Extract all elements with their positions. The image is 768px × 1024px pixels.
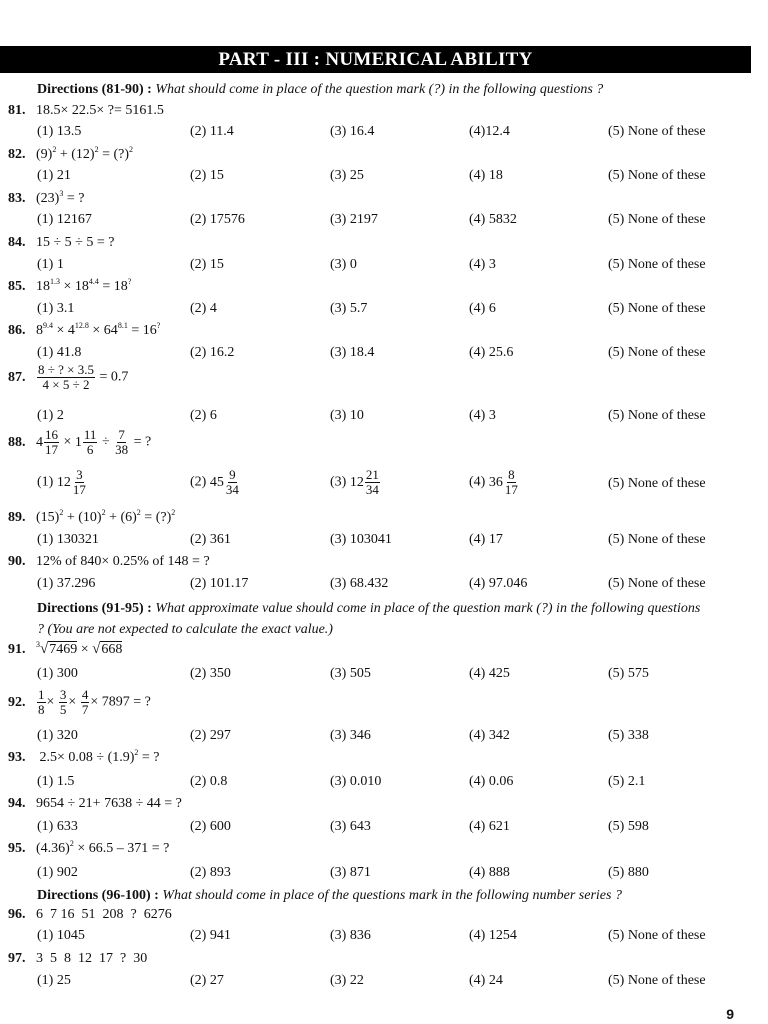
option: (2) 15: [190, 168, 224, 183]
option: (3) 0: [330, 257, 357, 272]
option: (5) None of these: [608, 301, 706, 316]
option: (3) 68.432: [330, 576, 389, 591]
option: (3) 643: [330, 819, 371, 834]
option: (2) 6: [190, 408, 217, 423]
option: (2) 101.17: [190, 576, 249, 591]
option: (2) 27: [190, 973, 224, 988]
option: (1) 13.5: [37, 124, 82, 139]
option: (5) 575: [608, 666, 649, 681]
option-88-2: (2) 45 9 34: [190, 467, 239, 497]
option: (5) None of these: [608, 212, 706, 227]
directions-81-90: Directions (81-90) : What should come in place of the question mark (?) in the following questions ?: [37, 82, 604, 97]
option: (1) 37.296: [37, 576, 96, 591]
option: (4) 621: [469, 819, 510, 834]
option: (4) 18: [469, 168, 503, 183]
option: (5) None of these: [608, 476, 706, 491]
option: (1) 633: [37, 819, 78, 834]
option: (3) 2197: [330, 212, 378, 227]
option: (5) 2.1: [608, 774, 646, 789]
option: (5) None of these: [608, 928, 706, 943]
option: (3) 22: [330, 973, 364, 988]
option: (3) 16.4: [330, 124, 375, 139]
option: (5) 880: [608, 865, 649, 880]
question-94: 94. 9654 ÷ 21+ 7638 ÷ 44 = ?: [8, 796, 182, 811]
question-87: 87. $\frac{8 \div ? \times 3.5}{4 \times 5 \div 2}$ = 0.7: [8, 362, 129, 392]
option: (4)12.4: [469, 124, 510, 139]
option: (5) None of these: [608, 973, 706, 988]
section-header: PART - III : NUMERICAL ABILITY: [0, 46, 751, 73]
option: (3) 871: [330, 865, 371, 880]
option: (4) 5832: [469, 212, 517, 227]
option: (1) 320: [37, 728, 78, 743]
question-81: 81. 18.5× 22.5× ?= 5161.5: [8, 103, 164, 118]
option: (1) 41.8: [37, 345, 82, 360]
option: (4) 425: [469, 666, 510, 681]
option: (2) 16.2: [190, 345, 235, 360]
option: (5) None of these: [608, 576, 706, 591]
question-95: 95. $(4.36)^2 \times 66.5 - 371$ = ?: [8, 839, 170, 856]
option-88-1: (1) 12 3 17: [37, 467, 86, 497]
option: (4) 888: [469, 865, 510, 880]
option: (5) 598: [608, 819, 649, 834]
option: (1) 21: [37, 168, 71, 183]
question-86: 86. $8^{9.4} \times 4^{12.8} \times 64^{8.1} = 16^?$: [8, 321, 161, 338]
option: (3) 25: [330, 168, 364, 183]
question-84: 84. 15 ÷ 5 ÷ 5 = ?: [8, 235, 115, 250]
option: (1) 902: [37, 865, 78, 880]
directions-96-100: Directions (96-100) : What should come in place of the questions mark in the following number series ?: [37, 888, 622, 903]
option: (4) 24: [469, 973, 503, 988]
option: (3) 5.7: [330, 301, 368, 316]
option: (1) 300: [37, 666, 78, 681]
option: (2) 361: [190, 532, 231, 547]
option: (2) 893: [190, 865, 231, 880]
option: (1) 130321: [37, 532, 99, 547]
option: (2) 15: [190, 257, 224, 272]
question-92: 92. $\frac{1}{8}$ × $\frac{3}{5}$ × $\frac{4}{7}$ × 7897 = ?: [8, 687, 151, 717]
question-82: 82. $(9)^2 + (12)^2$ = (?)$^2$: [8, 145, 133, 162]
option: (3) 103041: [330, 532, 392, 547]
option: (2) 350: [190, 666, 231, 681]
question-97: 97. 3 5 8 12 17 ? 30: [8, 951, 148, 966]
option: (5) None of these: [608, 168, 706, 183]
directions-91-95: Directions (91-95) : What approximate value should come in place of the question mark (?) in the following questions ? (You are not expected to calculate the exact value.): [37, 601, 701, 637]
option: (4) 17: [469, 532, 503, 547]
option: (4) 1254: [469, 928, 517, 943]
option: (3) 10: [330, 408, 364, 423]
question-88: 88. 4 16 17 × 1 11 6 ÷ $\frac{7}{38}$ = ?: [8, 427, 152, 457]
question-83: 83. $(23)^3$ = ?: [8, 189, 85, 206]
option: (5) None of these: [608, 257, 706, 272]
option: (3) 346: [330, 728, 371, 743]
option: (5) None of these: [608, 124, 706, 139]
question-89: 89. $(15)^2 + (10)^2 + (6)^2$ = (?)$^2$: [8, 508, 176, 525]
option: (2) 17576: [190, 212, 245, 227]
option: (3) 18.4: [330, 345, 375, 360]
question-90: 90. 12% of 840× 0.25% of 148 = ?: [8, 554, 210, 569]
question-96: 96. 6 7 16 51 208 ? 6276: [8, 907, 172, 922]
option-88-3: (3) 12 21 34: [330, 467, 379, 497]
option: (3) 836: [330, 928, 371, 943]
option: (1) 25: [37, 973, 71, 988]
option: (2) 11.4: [190, 124, 234, 139]
option: (1) 2: [37, 408, 64, 423]
option: (2) 600: [190, 819, 231, 834]
option: (4) 3: [469, 408, 496, 423]
option: (5) 338: [608, 728, 649, 743]
option: (5) None of these: [608, 532, 706, 547]
question-91: 91. $^3$√7469 × √668: [8, 640, 123, 657]
option: (1) 1.5: [37, 774, 75, 789]
option: (1) 3.1: [37, 301, 75, 316]
option: (1) 12167: [37, 212, 92, 227]
option: (4) 342: [469, 728, 510, 743]
option: (1) 1: [37, 257, 64, 272]
option: (4) 6: [469, 301, 496, 316]
option: (3) 0.010: [330, 774, 382, 789]
option: (2) 297: [190, 728, 231, 743]
option: (1) 1045: [37, 928, 85, 943]
question-85: 85. $18^{1.3} \times 18^{4.4} = 18^?$: [8, 277, 132, 294]
question-93: 93. $2.5\times 0.08 \div (1.9)^2$ = ?: [8, 748, 160, 765]
option: (2) 941: [190, 928, 231, 943]
option: (5) None of these: [608, 408, 706, 423]
option: (4) 97.046: [469, 576, 528, 591]
option-88-4: (4) 36 8 17: [469, 467, 518, 497]
option: (3) 505: [330, 666, 371, 681]
page-number: 9: [726, 1006, 734, 1022]
option: (4) 25.6: [469, 345, 514, 360]
option: (2) 0.8: [190, 774, 228, 789]
option: (4) 3: [469, 257, 496, 272]
option: (5) None of these: [608, 345, 706, 360]
option: (4) 0.06: [469, 774, 514, 789]
option: (2) 4: [190, 301, 217, 316]
